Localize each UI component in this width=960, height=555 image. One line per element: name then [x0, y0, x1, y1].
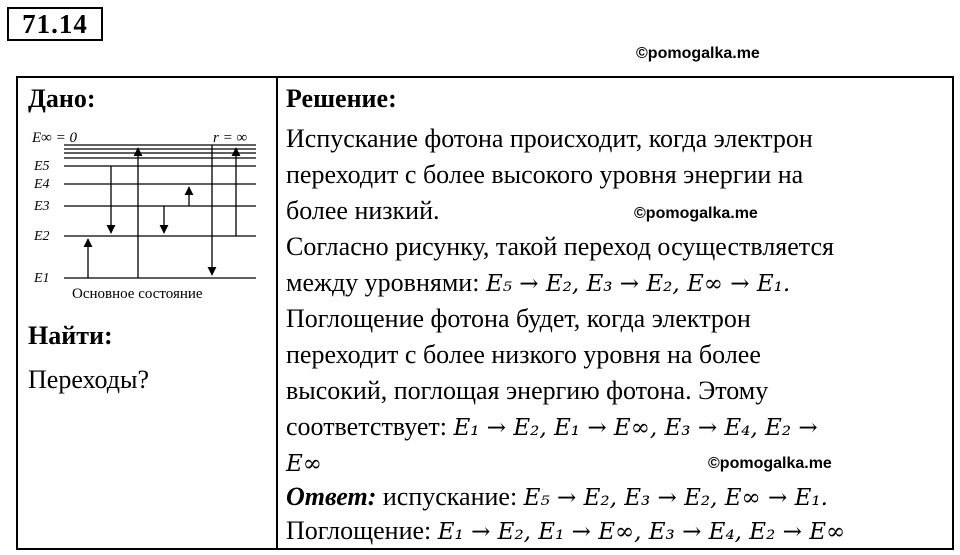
watermark-middle: ©pomogalka.me	[634, 205, 758, 222]
solution-line-4: Согласно рисунку, такой переход осуществляется	[286, 232, 834, 261]
transition-arrows	[88, 145, 236, 278]
label-e4: E4	[34, 177, 50, 192]
absorption-answer-label: Поглощение:	[286, 516, 438, 545]
column-divider	[276, 76, 278, 550]
label-e3: E3	[34, 199, 50, 214]
label-e-infinity: E∞ = 0	[32, 130, 77, 146]
energy-level-diagram	[26, 122, 262, 307]
answer-emission: E₅ → E₂, E₃ → E₂, E∞ → E₁.	[523, 485, 828, 511]
energy-lines	[64, 145, 256, 278]
watermark-bottom: ©pomogalka.me	[708, 455, 832, 472]
emission-transitions: E₅ → E₂, E₃ → E₂, E∞ → E₁.	[485, 271, 791, 297]
solution-line-5	[286, 268, 790, 299]
solution-line-6: Поглощение фотона будет, когда электрон	[286, 304, 751, 333]
solution-title: Решение:	[286, 84, 397, 113]
solution-line-7: переходит с более низкого уровня на более	[286, 340, 761, 369]
answer-absorption: E₁ → E₂, E₁ → E∞, E₃ → E₄, E₂ → E∞	[437, 519, 846, 545]
answer-text: испускание:	[376, 482, 524, 511]
find-value: Переходы?	[28, 365, 150, 394]
solution-line-9-text: соответствует:	[286, 412, 454, 441]
watermark-top: ©pomogalka.me	[636, 45, 760, 62]
absorption-transitions: E₁ → E₂, E₁ → E∞, E₃ → E₄, E₂ →	[453, 415, 818, 441]
label-e5: E5	[34, 159, 50, 174]
solution-line-8: высокий, поглощая энергию фотона. Этому	[286, 376, 769, 405]
diagram-caption: Основное состояние	[72, 286, 203, 302]
solution-line-1: Испускание фотона происходит, когда электрон	[286, 124, 813, 153]
absorption-transitions-end: E∞	[286, 451, 322, 477]
solution-line-2: переходит с более высокого уровня энергии на	[286, 160, 804, 189]
find-title: Найти:	[28, 321, 113, 350]
solution-line-9	[286, 412, 818, 443]
solution-line-10	[286, 448, 322, 479]
label-e1: E1	[34, 271, 50, 286]
problem-number: 71.14	[7, 7, 103, 41]
answer-line	[286, 482, 828, 513]
label-e2: E2	[34, 229, 50, 244]
solution-line-5-text: между уровнями:	[286, 268, 486, 297]
absorption-answer-line	[286, 516, 845, 547]
solution-line-3: более низкий.	[286, 196, 440, 225]
label-r-infinity: r = ∞	[213, 130, 248, 146]
answer-label: Ответ:	[286, 482, 377, 511]
given-title: Дано:	[28, 84, 96, 113]
